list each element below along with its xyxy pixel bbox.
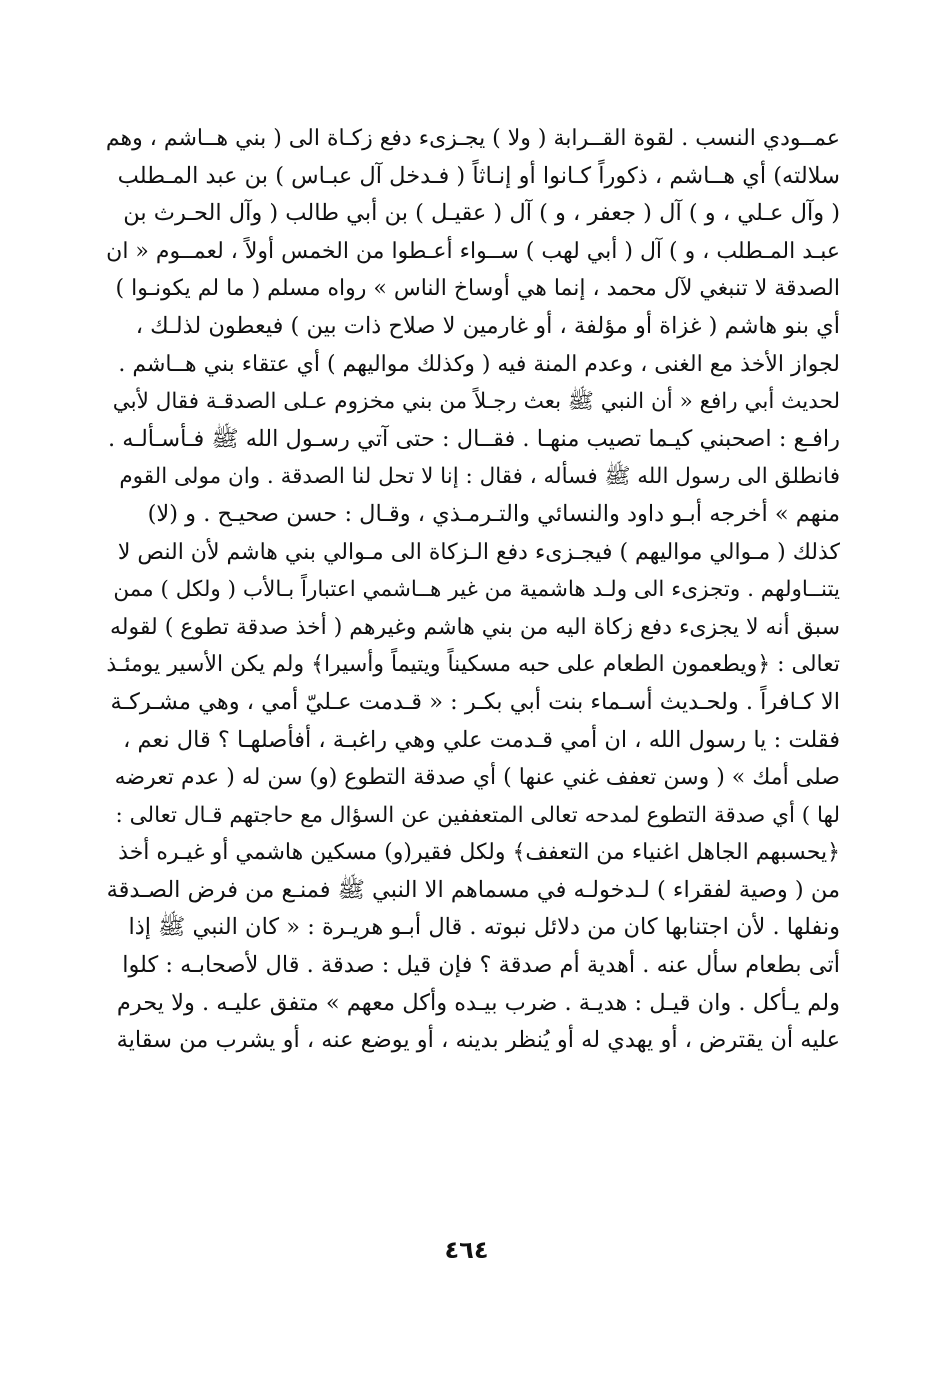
text-line-7: لجواز الأخذ مع الغنى ، وعدم المنة فيه ( وكذلك مواليهم ) أي عتقاء بني هــاشم .	[118, 351, 840, 377]
page-body	[105, 120, 840, 1220]
text-line-17: فقلت : يا رسول الله ، ان أمي قـدمت علي وهي راغبـة ، أفأصلهـا ؟ قال نعم ،	[123, 726, 840, 753]
text-line-19: لها ) أي صدقة التطوع لمدحه تعالى المتعففين عن السؤال مع حاجتهم قـال تعالى :	[115, 802, 840, 828]
text-line-20: ﴿يحسبهم الجاهل اغنياء من التعفف﴾ ولكل فقير(و) مسكين هاشمي أو غيـره أخذ	[118, 840, 840, 866]
page-number: ٤٦٤	[444, 1236, 489, 1264]
text-line-11: منهم » أخرجه أبـو داود والنسائي والتـرمـذي ، وقـال : حسن صحيـح . و (لا)	[147, 500, 840, 527]
text-line-14: سبق أنه لا يجزىء دفع زكاة اليه من بني هاشم وغيرهم ( أخذ صدقة تطوع ) لقوله	[110, 614, 840, 640]
text-line-12: كذلك ( مـوالي مواليهم ) فيجـزىء دفع الـزكاة الى مـوالي بني هاشم لأن النص لا	[117, 539, 840, 565]
text-line-4: عبـد المـطلب ، و ) آل ( أبي لهب ) ســواء أعـطوا من الخمس أولاً ، لعمــوم « ان	[106, 238, 840, 264]
text-line-6: أي بنو هاشم ( غزاة أو مؤلفة ، أو غارمين لا صلاح ذات بين ) فيعطون لذلـك ،	[135, 312, 840, 339]
text-line-2: سلالته) أي هــاشم ، ذكوراً كـانوا أو إنـاثاً ( فـدخل آل عبـاس ) بن عبد المـطلب	[117, 162, 840, 189]
text-line-10: فانطلق الى رسول الله ﷺ فسأله ، فقال : إنا لا تحل لنا الصدقة . وان مولى القوم	[119, 464, 840, 490]
text-line-18: صلى أمك » ( وسن تعفف غني عنها ) أي صدقة التطوع (و) سن له ( عدم تعرضه	[114, 765, 840, 791]
text-line-3: ( وآل عـلي ، و ) آل ( جعفر ، و ) آل ( عقيـل ) بن أبي طالب ( وآل الحـرث بن	[123, 200, 840, 227]
text-line-1: عمــودي النسب . لقوة القــرابة ( ولا ) يجـزىء دفع زكـاة الى ( بني هــاشم ، وهم	[105, 126, 840, 151]
text-line-24: ولم يـأكل . وان قيـل : هديـة . ضرب بيـده وأكل معهم » متفق عليـه . ولا يحرم	[116, 989, 840, 1016]
text-line-23: أتى بطعام سأل عنه . أهدية أم صدقة ؟ فإن قيل : صدقة . قال لأصحابـه : كلوا	[122, 952, 840, 979]
text-line-8: لحديث أبي رافع « أن النبي ﷺ بعث رجـلاً من بني مخزوم عـلى الصدقـة فقال لأبي	[112, 389, 840, 415]
text-line-13: يتنــاولهم . وتجزىء الى ولـد هاشمية من غير هــاشمي اعتباراً بـالأب ( ولكل ) ممن	[113, 577, 840, 603]
text-line-21: من ( وصية لفقراء ) لـدخولـه في مسماهم الا النبي ﷺ فمنـع من فرض الصـدقة	[106, 876, 840, 903]
text-line-22: ونفلها . لأن اجتنابها كان من دلائل نبوته . قال أبـو هريـرة : « كان النبي ﷺ إذا	[128, 914, 840, 941]
text-line-15: تعالى : ﴿ويطعمون الطعام على حبه مسكيناً ويتيماً وأسيرا﴾ ولم يكن الأسير يومئـذ	[106, 652, 840, 678]
text-line-25: عليه أن يقترض ، أو يهدي له أو يُنظر بدينه ، أو يوضع عنه ، أو يشرب من سقاية	[116, 1027, 840, 1054]
text-line-16: الا كـافراً . ولحـديث أسـماء بنت أبي بكـر : « قـدمت عـليّ أمي ، وهي مشـركـة	[110, 688, 840, 715]
text-line-9: رافـع : اصحبني كيـما تصيب منهـا . فقــال : حتى آتي رسـول الله ﷺ فـأسـألـه .	[107, 425, 840, 452]
text-line-5: الصدقة لا تنبغي لآل محمد ، إنما هي أوساخ الناس » رواه مسلم ( ما لم يكونـوا )	[115, 276, 840, 302]
